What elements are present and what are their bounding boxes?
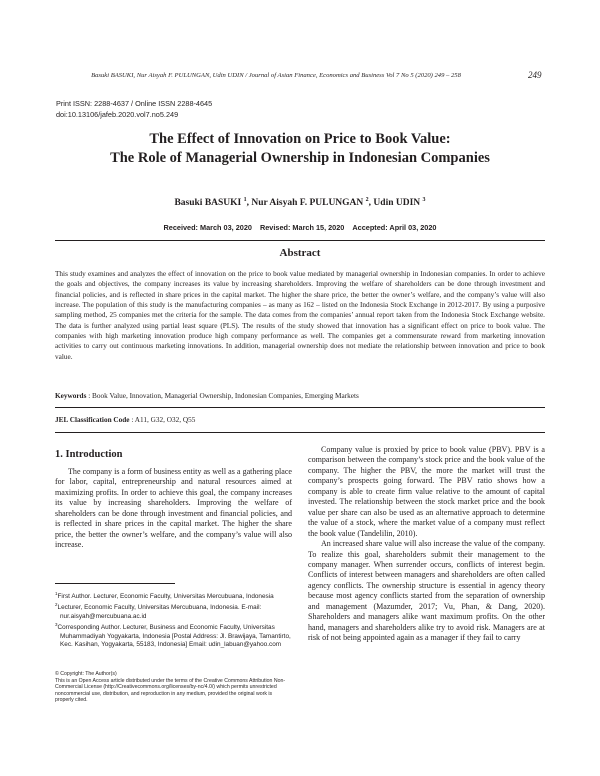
paragraph: An increased share value will also increase the value of the company. To realize this goal, shareholders submit their management to the company manager. When surrender occurs, conflicts of interest begin. Conflicts of interest between managers and shareholders are often called agency conflicts. The ownership structure is essential in agency theory because most agency conflicts started from the separation of ownership and management (Mazumder, 2017; Vu, Phan, & Dang, 2020). Shareholders and managers alike want maximum profits. On the other hand, managers and shareholders alike try to avoid risk. Managers are at risk of not being appointed again as a manager if they fail to carry bbox=[308, 539, 545, 643]
author-affiliation-mark: 3 bbox=[422, 197, 426, 203]
license-text: This is an Open Access article distributed under the terms of the Creative Commons Attribution Non-Commercial License (http://Creativecommons.org/licenses/by-nc/4.0/) which permits unrestricted noncommercial use, distribution, and reproduction in any medium, provided the original work is properly cited. bbox=[55, 677, 286, 704]
footnote-text: First Author. Lecturer, Economic Faculty, Universitas Mercubuana, Indonesia bbox=[57, 593, 274, 601]
footnote bbox=[55, 621, 292, 649]
footnote-mark: 1 bbox=[55, 591, 58, 596]
copyright-line: © Copyright: The Author(s) bbox=[55, 671, 117, 677]
footnote-text: Corresponding Author. Lecturer, Business and Economic Faculty, Universitas Muhammadiyah Yogyakarta, Indonesia [Postal Address: Jl. Brawijaya, Tamantirto, Kec. Kasihan, Yogyakarta, 55183, Indonesia] Email: udin_labuan@yahoo.com bbox=[57, 624, 291, 648]
title-line-2: The Role of Managerial Ownership in Indonesian Companies bbox=[110, 150, 490, 166]
keywords-value: : Book Value, Innovation, Managerial Ownership, Indonesian Companies, Emerging Markets bbox=[88, 392, 359, 400]
keywords bbox=[55, 391, 545, 401]
doi: doi:10.13106/jafeb.2020.vol7.no5.249 bbox=[56, 109, 179, 119]
title-line-1: The Effect of Innovation on Price to Book Value: bbox=[149, 131, 451, 147]
page-number: 249 bbox=[528, 70, 542, 80]
author-separator: , bbox=[246, 198, 252, 209]
article-dates bbox=[40, 223, 560, 232]
received-date: Received: March 03, 2020 bbox=[163, 223, 252, 232]
paragraph: Company value is proxied by price to book value (PBV). PBV is a comparison between the company’s stock price and the book value of the company. The higher the PBV, the more the market will trust the company’s prospects going forward. The PBV ratio shows how a company is able to create firm value relative to the amount of capital invested. The relationship between the stock market price and the book value per share can also be used as an alternative approach to determine the value of a stock, where the market value of a company must reflect the book value (Tandelilin, 2010). bbox=[308, 445, 545, 538]
footnote-divider bbox=[55, 583, 175, 584]
footnotes bbox=[55, 590, 292, 649]
divider bbox=[55, 240, 545, 241]
jel-classification bbox=[55, 415, 545, 425]
divider bbox=[55, 432, 545, 433]
divider bbox=[55, 407, 545, 408]
jel-value: : A11, G32, O32, Q55 bbox=[131, 416, 196, 424]
footnote bbox=[55, 590, 292, 601]
author-affiliation-mark: 2 bbox=[365, 197, 369, 203]
revised-date: Revised: March 15, 2020 bbox=[259, 223, 345, 232]
section-heading-introduction: 1. Introduction bbox=[55, 449, 123, 460]
author-name: Nur Aisyah F. PULUNGAN bbox=[251, 198, 364, 209]
issn-block bbox=[56, 99, 212, 120]
copyright-notice bbox=[55, 671, 292, 704]
keywords-label: Keywords bbox=[55, 392, 87, 400]
right-column bbox=[308, 445, 545, 644]
author-list bbox=[40, 197, 560, 208]
author-separator: , bbox=[368, 198, 374, 209]
footnote-mark: 3 bbox=[55, 622, 58, 628]
author-affiliation-mark: 1 bbox=[243, 197, 247, 203]
left-column bbox=[55, 467, 292, 551]
issn: Print ISSN: 2288-4637 / Online ISSN 2288-4645 bbox=[56, 99, 213, 108]
jel-label: JEL Classification Code bbox=[55, 416, 130, 424]
accepted-date: Accepted: April 03, 2020 bbox=[352, 223, 437, 232]
footnote bbox=[55, 601, 292, 621]
author-name: Basuki BASUKI bbox=[174, 198, 242, 209]
abstract-body: This study examines and analyzes the effect of innovation on the price to book value mediated by managerial ownership in Indonesian companies. In order to achieve the goals and objectives, the company increases its value by increasing shareholders. Improving the welfare of shareholders can be done through investment and financial policies, and is reflected in share prices in the capital market. The higher the share price, the better the owner’s welfare, and the company’s value will also increase. The population of this study is the manufacturing companies – as many as 162 – listed on the Indonesia Stock Exchange in 2012-2017. By using a purposive sampling method, 25 companies met the criteria for the sample. The data comes from the companies’ annual report taken from the Indonesia Stock Exchange website. The data is further analyzed using partial least square (PLS). The results of the study showed that innovation has a significant effect on price to book value. The companies with high marketing innovation produce high company performance as well. The companies get a commensurate reward from marketing innovation activities to carry out continuous marketing innovations. In addition, managerial ownership does not mediate the relationship between innovation and price to book value. bbox=[55, 270, 545, 361]
footnote-text: Lecturer, Economic Faculty, Universitas Mercubuana, Indonesia. E-mail: nur.aisyah@mercubuana.ac.id bbox=[57, 604, 262, 620]
running-head: Basuki BASUKI, Nur Aisyah F. PULUNGAN, Udin UDIN / Journal of Asian Finance, Economics and Business Vol 7 No 5 (2020) 249 – 258 bbox=[91, 72, 461, 79]
footnote-mark: 2 bbox=[55, 602, 58, 608]
abstract-heading: Abstract bbox=[279, 247, 321, 259]
paper-title bbox=[40, 130, 560, 168]
author-name: Udin UDIN bbox=[373, 198, 421, 209]
paragraph: The company is a form of business entity as well as a gathering place for labor, capital, entrepreneurship and natural resources aimed at maximizing profits. In order to achieve this goal, the company increases its value by increasing shareholders. Improving the welfare of shareholders can be done through investment and financial policies, and is reflected in share prices in the capital market. The higher the share price, the better the owner’s welfare, and the company’s value will also increase. bbox=[55, 467, 292, 550]
